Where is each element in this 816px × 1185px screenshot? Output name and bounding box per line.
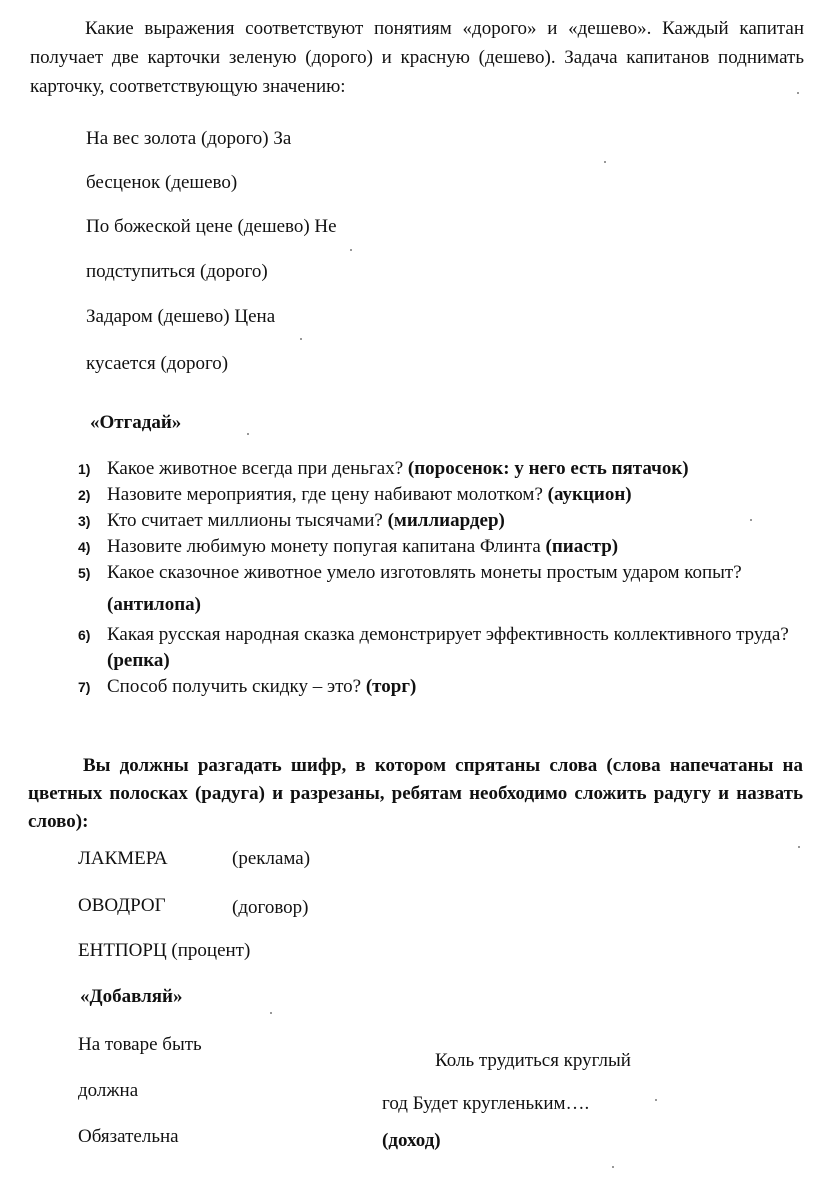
expression-line: кусается (дорого) [86,353,229,374]
cipher-answer: (процент) [171,940,251,961]
expression-line: Задаром (дешево) Цена [86,306,276,327]
question-item [78,674,808,700]
cipher-word: ОВОДРОГ [78,895,166,916]
question-number: 6) [78,627,91,643]
question-number: 2) [78,487,91,503]
cipher-answer: (договор) [232,897,309,918]
add-heading: «Добавляй» [80,986,183,1007]
expression-line: бесценок (дешево) [86,172,238,193]
question-number: 4) [78,539,91,555]
scan-speck [612,1166,614,1168]
scan-speck [350,249,352,251]
question-item [78,622,808,674]
question-item [78,534,808,560]
question-item [78,482,808,508]
cipher-word: ЛАКМЕРА [78,848,168,869]
question-text: Какое сказочное животное умело изготовлять монеты простым ударом копыт? [107,562,742,583]
cipher-answer: (реклама) [232,848,311,869]
question-number: 5) [78,565,91,581]
add-left-line: Обязательна [78,1126,179,1147]
expression-line: По божеской цене (дешево) Не [86,216,337,237]
question-answer: (миллиардер) [387,510,505,531]
question-text: Какая русская народная сказка демонстрирует эффективность коллективного труда? [107,624,789,645]
scan-speck [655,1099,657,1101]
scan-speck [750,519,752,521]
question-answer: (торг) [365,676,417,697]
scan-speck [797,92,799,94]
scan-speck [300,338,302,340]
scan-speck [247,433,249,435]
scan-speck [604,161,606,163]
question-answer: (репка) [107,650,170,671]
scan-speck [798,846,800,848]
scan-speck [270,1012,272,1014]
question-answer: (аукцион) [547,484,632,505]
add-right-line: год Будет кругленьким…. [382,1093,590,1114]
add-left-line: На товаре быть [78,1034,202,1055]
question-text: Назовите мероприятия, где цену набивают молотком? [107,484,548,505]
cipher-row [78,940,250,962]
add-right-answer: (доход) [382,1130,441,1151]
question-text: Способ получить скидку – это? [107,676,366,697]
question-item [78,508,808,534]
question-answer: (пиастр) [545,536,619,557]
intro-paragraph: Какие выражения соответствуют понятиям «дорого» и «дешево». Каждый капитан получает две карточки зеленую (дорого) и красную (дешево). Задача капитанов поднимать карточку, соответствующую значению: [30,18,804,97]
question-number: 1) [78,461,91,477]
cipher-word: ЕНТПОРЦ [78,940,167,961]
question-item [78,456,808,482]
question-item [78,560,808,618]
add-left-line: должна [78,1080,139,1101]
question-answer: (поросенок: у него есть пятачок) [407,458,689,479]
expression-line: На вес золота (дорого) За [86,128,292,149]
cipher-task: Вы должны разгадать шифр, в котором спрятаны слова (слова напечатаны на цветных полосках (радуга) и разрезаны, ребятам необходимо сложить радугу и назвать слово): [28,755,803,832]
question-text: Назовите любимую монету попугая капитана Флинта [107,536,546,557]
expression-line: подступиться (дорого) [86,261,268,282]
question-text: Кто считает миллионы тысячами? [107,510,388,531]
question-text: Какое животное всегда при деньгах? [107,458,408,479]
guess-heading: «Отгадай» [90,412,182,433]
question-list [78,456,808,700]
question-answer: (антилопа) [107,594,201,615]
add-right-line: Коль трудиться круглый [435,1050,631,1071]
question-number: 3) [78,513,91,529]
question-number: 7) [78,679,91,695]
